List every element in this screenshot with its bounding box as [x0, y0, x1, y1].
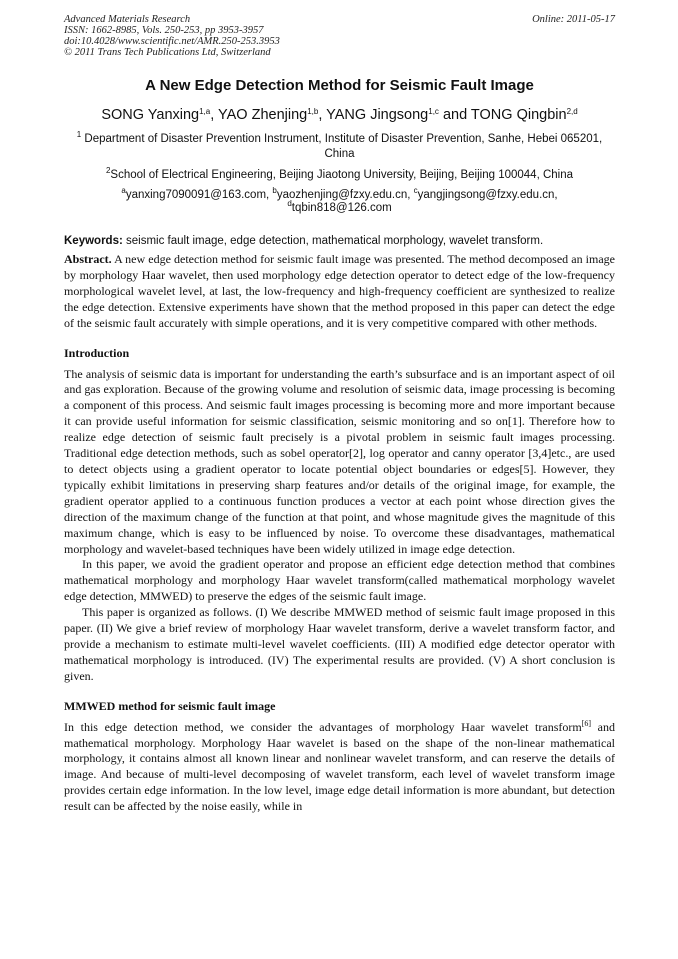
paragraph: In this edge detection method, we consider the advantages of morphology Haar wavelet transform[6] and mathematical morphology. Morphology Haar wavelet is based on the shape of the non-linear mathematical morphology, it contains almost all known linear and nonlinear wavelet transform, and can reserve the details of image. And because of multi-level decomposing of wavelet transform, each level of wavelet transform image provides certain edge information. In the low level, image edge detail information is more abundant, but detection result can be affected by the noise easily, while in: [64, 718, 616, 814]
journal-name: Advanced Materials Research: [64, 14, 191, 25]
affiliation-2: $^2$School of Electrical Engineering, Beijing Jiaotong University, Beijing, Beijing 100044, China: [105, 166, 574, 181]
paragraph: In this paper, we avoid the gradient operator and propose an efficient edge detection method that combines mathematical morphology and morphology Haar wavelet transform(called mathematical morphology wavelet edge detection, MMWED) to preserve the edges of the seismic fault image.: [64, 557, 615, 604]
author-list: [64, 106, 615, 124]
email-list: [64, 186, 615, 215]
email: $^d$tqbin818@126.com: [287, 199, 392, 214]
keywords-text: seismic fault image, edge detection, mathematical morphology, wavelet transform.: [122, 235, 544, 247]
author: YAO Zhenjing$^{1,b}$,: [218, 107, 327, 123]
method-body: [64, 720, 615, 815]
journal-header: [64, 14, 615, 58]
email: $^b$yaozhenjing@fzxy.edu.cn,: [272, 186, 414, 201]
section-heading-method: MMWED method for seismic fault image: [64, 698, 276, 713]
author: SONG Yanxing$^{1,a}$,: [101, 107, 219, 123]
paragraph: The analysis of seismic data is important for understanding the earth’s subsurface and is an important aspect of oil and gas exploration. Because of the growing volume and resolution of seismic data, image processing is becoming a component of this process. And seismic fault images processing is becoming more and more important because it can provide useful information for seismic classification, seismic monitoring and so on[1]. Therefore how to realize edge detection of seismic fault precisely is a pivotal problem in seismic fault images processing. Traditional edge detection methods, such as sobel operator[2], log operator and canny operator [3,4]etc., are used to detect objects using a gradient operator to locate potential object boundaries or edges[5]. However, they typically exhibit limitations in preserving sharp features and/or details of the original image, for example, the gradient operator applied to a continuous function produces a vector at each point whose direction gives the direction of the maximum change of the function at that point, and whose magnitude gives the magnitude of this maximum change, which is easy to be influenced by noise. To overcome these disadvantages, mathematical morphology and wavelet-based techniques have been widely utilized in image edge detection.: [64, 366, 615, 556]
paper-title: A New Edge Detection Method for Seismic Fault Image: [145, 77, 534, 94]
online-date: Online: 2011-05-17: [532, 14, 615, 25]
email: $^a$yanxing7090091@163.com,: [121, 186, 273, 201]
author: YANG Jingsong$^{1,c}$ and: [326, 107, 471, 123]
affiliation-1: $^1$ Department of Disaster Prevention Instrument, Institute of Disaster Prevention, Sanhe, Hebei 065201, China: [76, 130, 603, 160]
doi-line: doi:10.4028/www.scientific.net/AMR.250-253.3953: [64, 36, 280, 47]
paper-page: [64, 14, 615, 815]
introduction-body: [64, 367, 615, 685]
copyright-line: © 2011 Trans Tech Publications Ltd, Switzerland: [64, 47, 271, 58]
paragraph: This paper is organized as follows. (I) We describe MMWED method of seismic fault image proposed in this paper. (II) We give a brief review of morphology Haar wavelet transform, derive a wavelet transform factor, and provide a mechanism to estimate multi-level wavelet coefficients. (III) A modified edge detector operator with mathematical morphology is introduced. (IV) The experimental results are provided. (V) A short conclusion is given.: [64, 605, 615, 683]
abstract-label: Abstract.: [64, 252, 112, 266]
keywords: [64, 234, 615, 249]
abstract-text: A new edge detection method for seismic fault image was presented. The method decomposed an image by morphology Haar wavelet, then used morphology edge detection operator to detect edge of the low-frequency morphological wavelet level, at last, the low-frequency and high-frequency coefficient are synthesized to realize the edge detection. Extensive experiments have shown that the method proposed in this paper can detect the edge of the seismic fault accurately with simple operations, and it is very competitive compared with other methods.: [64, 252, 615, 330]
keywords-label: Keywords:: [64, 235, 123, 247]
email: $^c$yangjingsong@fzxy.edu.cn,: [413, 186, 558, 201]
author: TONG Qingbin$^{2,d}$: [470, 107, 578, 123]
citation: [6]: [581, 718, 592, 728]
abstract: [64, 252, 615, 332]
section-heading-introduction: Introduction: [64, 345, 130, 360]
issn-line: ISSN: 1662-8985, Vols. 250-253, pp 3953-3957: [64, 25, 264, 36]
